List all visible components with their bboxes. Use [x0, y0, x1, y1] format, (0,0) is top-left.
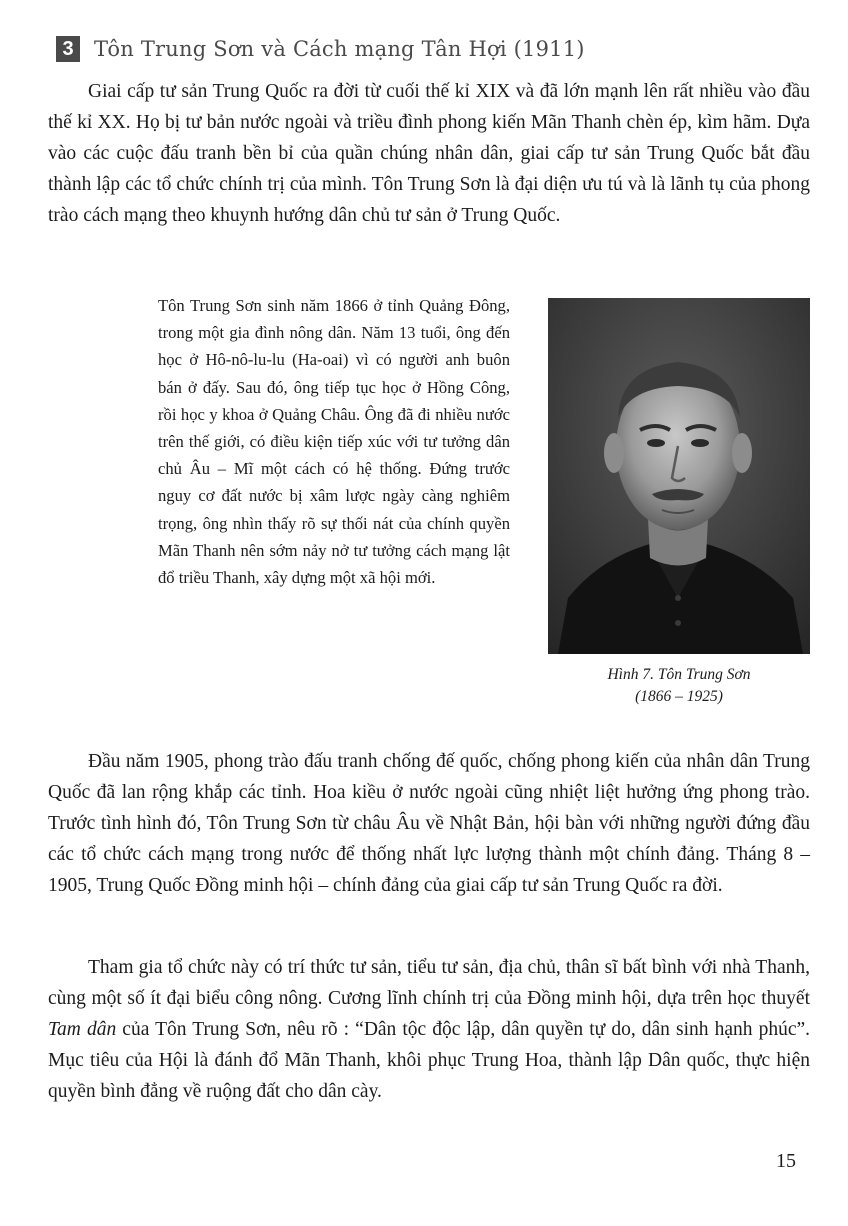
figure-caption	[548, 664, 810, 708]
tam-dan-term: Tam dân	[48, 1019, 117, 1040]
paragraph-text-end: của Tôn Trung Sơn, nêu rõ : “Dân tộc độc lập, dân quyền tự do, dân sinh hạnh phúc”. Mục tiêu của Hội là đánh đổ Mãn Thanh, khôi phục Trung Hoa, thành lập Dân quốc, thực hiện quyền bình đẳng về ruộng đất cho dân cày.	[48, 1019, 810, 1102]
section-number-badge: 3	[56, 36, 80, 62]
intro-paragraph: Giai cấp tư sản Trung Quốc ra đời từ cuối thế kỉ XIX và đã lớn mạnh lên rất nhiều vào đầu thế kỉ XX. Họ bị tư bản nước ngoài và triều đình phong kiến Mãn Thanh chèn ép, kìm hãm. Dựa vào các cuộc đấu tranh bền bỉ của quần chúng nhân dân, giai cấp tư sản Trung Quốc bắt đầu thành lập các tổ chức chính trị của mình. Tôn Trung Sơn là đại diện ưu tú và là lãnh tụ của phong trào cách mạng theo khuynh hướng dân chủ tư sản ở Trung Quốc.	[48, 81, 810, 226]
section-header	[56, 36, 585, 62]
paragraph-text-start: Tham gia tổ chức này có trí thức tư sản, tiểu tư sản, địa chủ, thân sĩ bất bình với nhà Thanh, cùng một số ít đại biểu công nông. Cương lĩnh chính trị của Đồng minh hội, dựa trên học thuyết	[48, 957, 810, 1009]
paragraph-dong-minh-hoi	[48, 952, 810, 1107]
section-title: Tôn Trung Sơn và Cách mạng Tân Hợi (1911)	[94, 37, 585, 61]
portrait-photo	[548, 298, 810, 654]
paragraph-1905: Đầu năm 1905, phong trào đấu tranh chống đế quốc, chống phong kiến của nhân dân Trung Quốc đã lan rộng khắp các tỉnh. Hoa kiều ở nước ngoài cũng nhiệt liệt hưởng ứng phong trào. Trước tình hình đó, Tôn Trung Sơn từ châu Âu về Nhật Bản, hội bàn với những người đứng đầu các tổ chức cách mạng trong nước để thống nhất lực lượng thành một chính đảng. Tháng 8 – 1905, Trung Quốc Đồng minh hội – chính đảng của giai cấp tư sản Trung Quốc ra đời.	[48, 751, 810, 896]
caption-years: (1866 – 1925)	[635, 688, 723, 705]
biography-paragraph: Tôn Trung Sơn sinh năm 1866 ở tỉnh Quảng Đông, trong một gia đình nông dân. Năm 13 tuổi, ông đến học ở Hô-nô-lu-lu (Ha-oai) vì có người anh buôn bán ở đấy. Sau đó, ông tiếp tục học ở Hồng Công, rồi học y khoa ở Quảng Châu. Ông đã đi nhiều nước trên thế giới, có điều kiện tiếp xúc với tư tưởng dân chủ Âu – Mĩ một cách có hệ thống. Đứng trước nguy cơ đất nước bị xâm lược ngày càng nghiêm trọng, ông nhìn thấy rõ sự thối nát của chính quyền Mãn Thanh nên sớm nảy nở tư tưởng cách mạng lật đổ triều Thanh, xây dựng một xã hội mới.	[158, 296, 510, 588]
page-number: 15	[776, 1150, 796, 1172]
portrait-illustration	[548, 298, 810, 654]
caption-title: Hình 7. Tôn Trung Sơn	[607, 666, 751, 683]
